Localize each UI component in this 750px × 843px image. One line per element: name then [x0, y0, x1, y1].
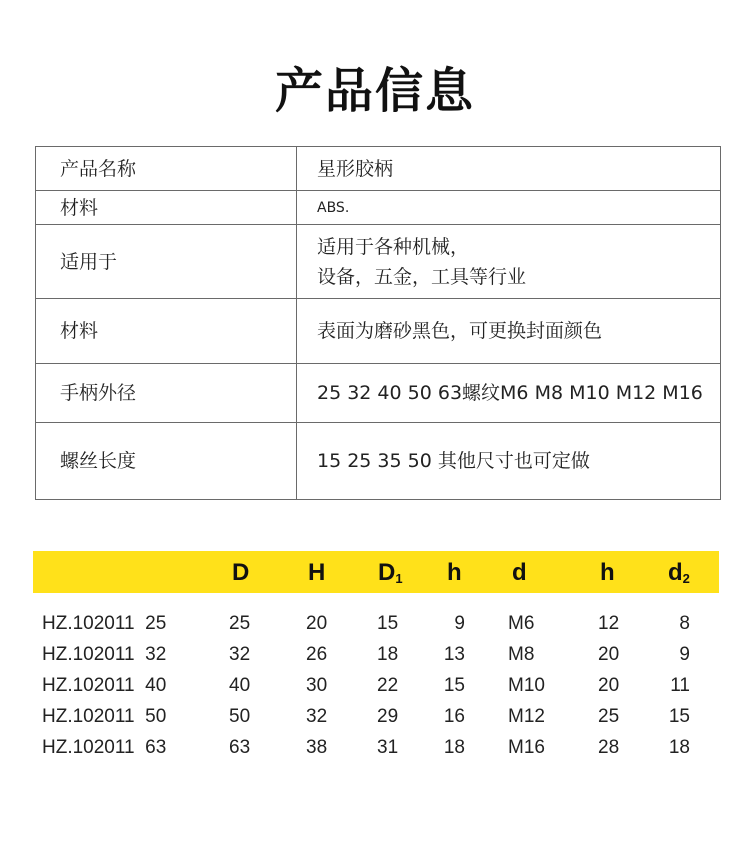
spec-value-cell: 20: [598, 675, 620, 696]
spec-value-cell: 29: [377, 706, 399, 727]
spec-value-cell: 12: [598, 613, 620, 634]
spec-value-cell: 15: [668, 706, 690, 727]
spec-value-cell: 15: [443, 675, 465, 696]
spec-column-header: [600, 559, 615, 587]
info-row: [36, 423, 721, 500]
spec-value-cell: 11: [670, 675, 690, 696]
info-label: 材料: [36, 191, 297, 225]
info-value: 表面为磨砂黑色，可更换封面颜色: [297, 299, 721, 364]
info-label: 产品名称: [36, 147, 297, 191]
spec-value-cell: 9: [454, 613, 465, 634]
spec-model-cell: HZ.102011 40: [42, 675, 167, 696]
spec-column-label: D: [232, 559, 250, 586]
spec-value-cell: 9: [679, 644, 690, 665]
spec-value-cell: 63: [229, 737, 251, 758]
spec-value-cell: 8: [679, 613, 690, 634]
spec-value-cell: 31: [377, 737, 399, 758]
spec-column-label: h: [600, 559, 615, 586]
info-label: 螺丝长度: [36, 423, 297, 500]
spec-header-band: [33, 551, 719, 593]
info-value-line: 设备，五金，工具等行业: [317, 265, 527, 288]
info-label: 材料: [36, 299, 297, 364]
spec-value-cell: 28: [598, 737, 620, 758]
page-title: 产品信息: [274, 63, 475, 119]
spec-value-cell: 32: [306, 706, 328, 727]
spec-value-cell: M6: [508, 613, 535, 634]
spec-value-cell: 32: [229, 644, 251, 665]
spec-model-cell: HZ.102011 50: [42, 706, 167, 727]
spec-value-cell: 50: [229, 706, 251, 727]
spec-value-cell: 40: [229, 675, 251, 696]
info-row: [36, 191, 721, 225]
spec-value-cell: 18: [377, 644, 399, 665]
spec-model-cell: HZ.102011 32: [42, 644, 167, 665]
product-info-table: [35, 146, 721, 500]
spec-value-cell: 15: [377, 613, 399, 634]
spec-column-header: [232, 559, 249, 587]
spec-value-cell: 25: [598, 706, 620, 727]
spec-value-cell: 13: [443, 644, 465, 665]
spec-column-header: [308, 559, 325, 587]
info-value: 星形胶柄: [297, 147, 721, 191]
spec-value-cell: 18: [443, 737, 465, 758]
info-label: 手柄外径: [36, 364, 297, 423]
spec-value-cell: 22: [377, 675, 399, 696]
spec-value-cell: 16: [443, 706, 465, 727]
spec-column-label: d: [668, 559, 683, 586]
info-row: [36, 299, 721, 364]
info-value: [297, 225, 721, 299]
spec-column-header: [378, 559, 403, 587]
spec-column-subscript: 2: [682, 571, 690, 586]
info-value-line: 适用于各种机械，: [317, 235, 470, 258]
spec-column-header: [668, 559, 690, 587]
spec-column-label: h: [447, 559, 462, 586]
spec-column-label: H: [308, 559, 326, 586]
spec-value-cell: M8: [508, 644, 535, 665]
info-value: ABS.: [297, 191, 721, 225]
spec-column-label: d: [512, 559, 527, 586]
spec-value-cell: M12: [508, 706, 545, 727]
spec-value-cell: 26: [306, 644, 328, 665]
info-row: [36, 225, 721, 299]
info-value: 15 25 35 50 其他尺寸也可定做: [297, 423, 721, 500]
info-row: [36, 147, 721, 191]
spec-column-subscript: 1: [395, 571, 403, 586]
spec-value-cell: 30: [306, 675, 328, 696]
info-row: [36, 364, 721, 423]
spec-model-cell: HZ.102011 25: [42, 613, 167, 634]
spec-column-header: [512, 559, 527, 587]
info-value: 25 32 40 50 63螺纹M6 M8 M10 M12 M16: [297, 364, 721, 423]
spec-value-cell: 20: [598, 644, 620, 665]
spec-column-label: D: [378, 559, 396, 586]
spec-value-cell: 20: [306, 613, 328, 634]
spec-value-cell: 25: [229, 613, 251, 634]
spec-value-cell: 18: [668, 737, 690, 758]
spec-value-cell: 38: [306, 737, 328, 758]
spec-value-cell: M10: [508, 675, 545, 696]
spec-column-header: [447, 559, 462, 587]
spec-model-cell: HZ.102011 63: [42, 737, 167, 758]
info-label: 适用于: [36, 225, 297, 299]
spec-value-cell: M16: [508, 737, 545, 758]
